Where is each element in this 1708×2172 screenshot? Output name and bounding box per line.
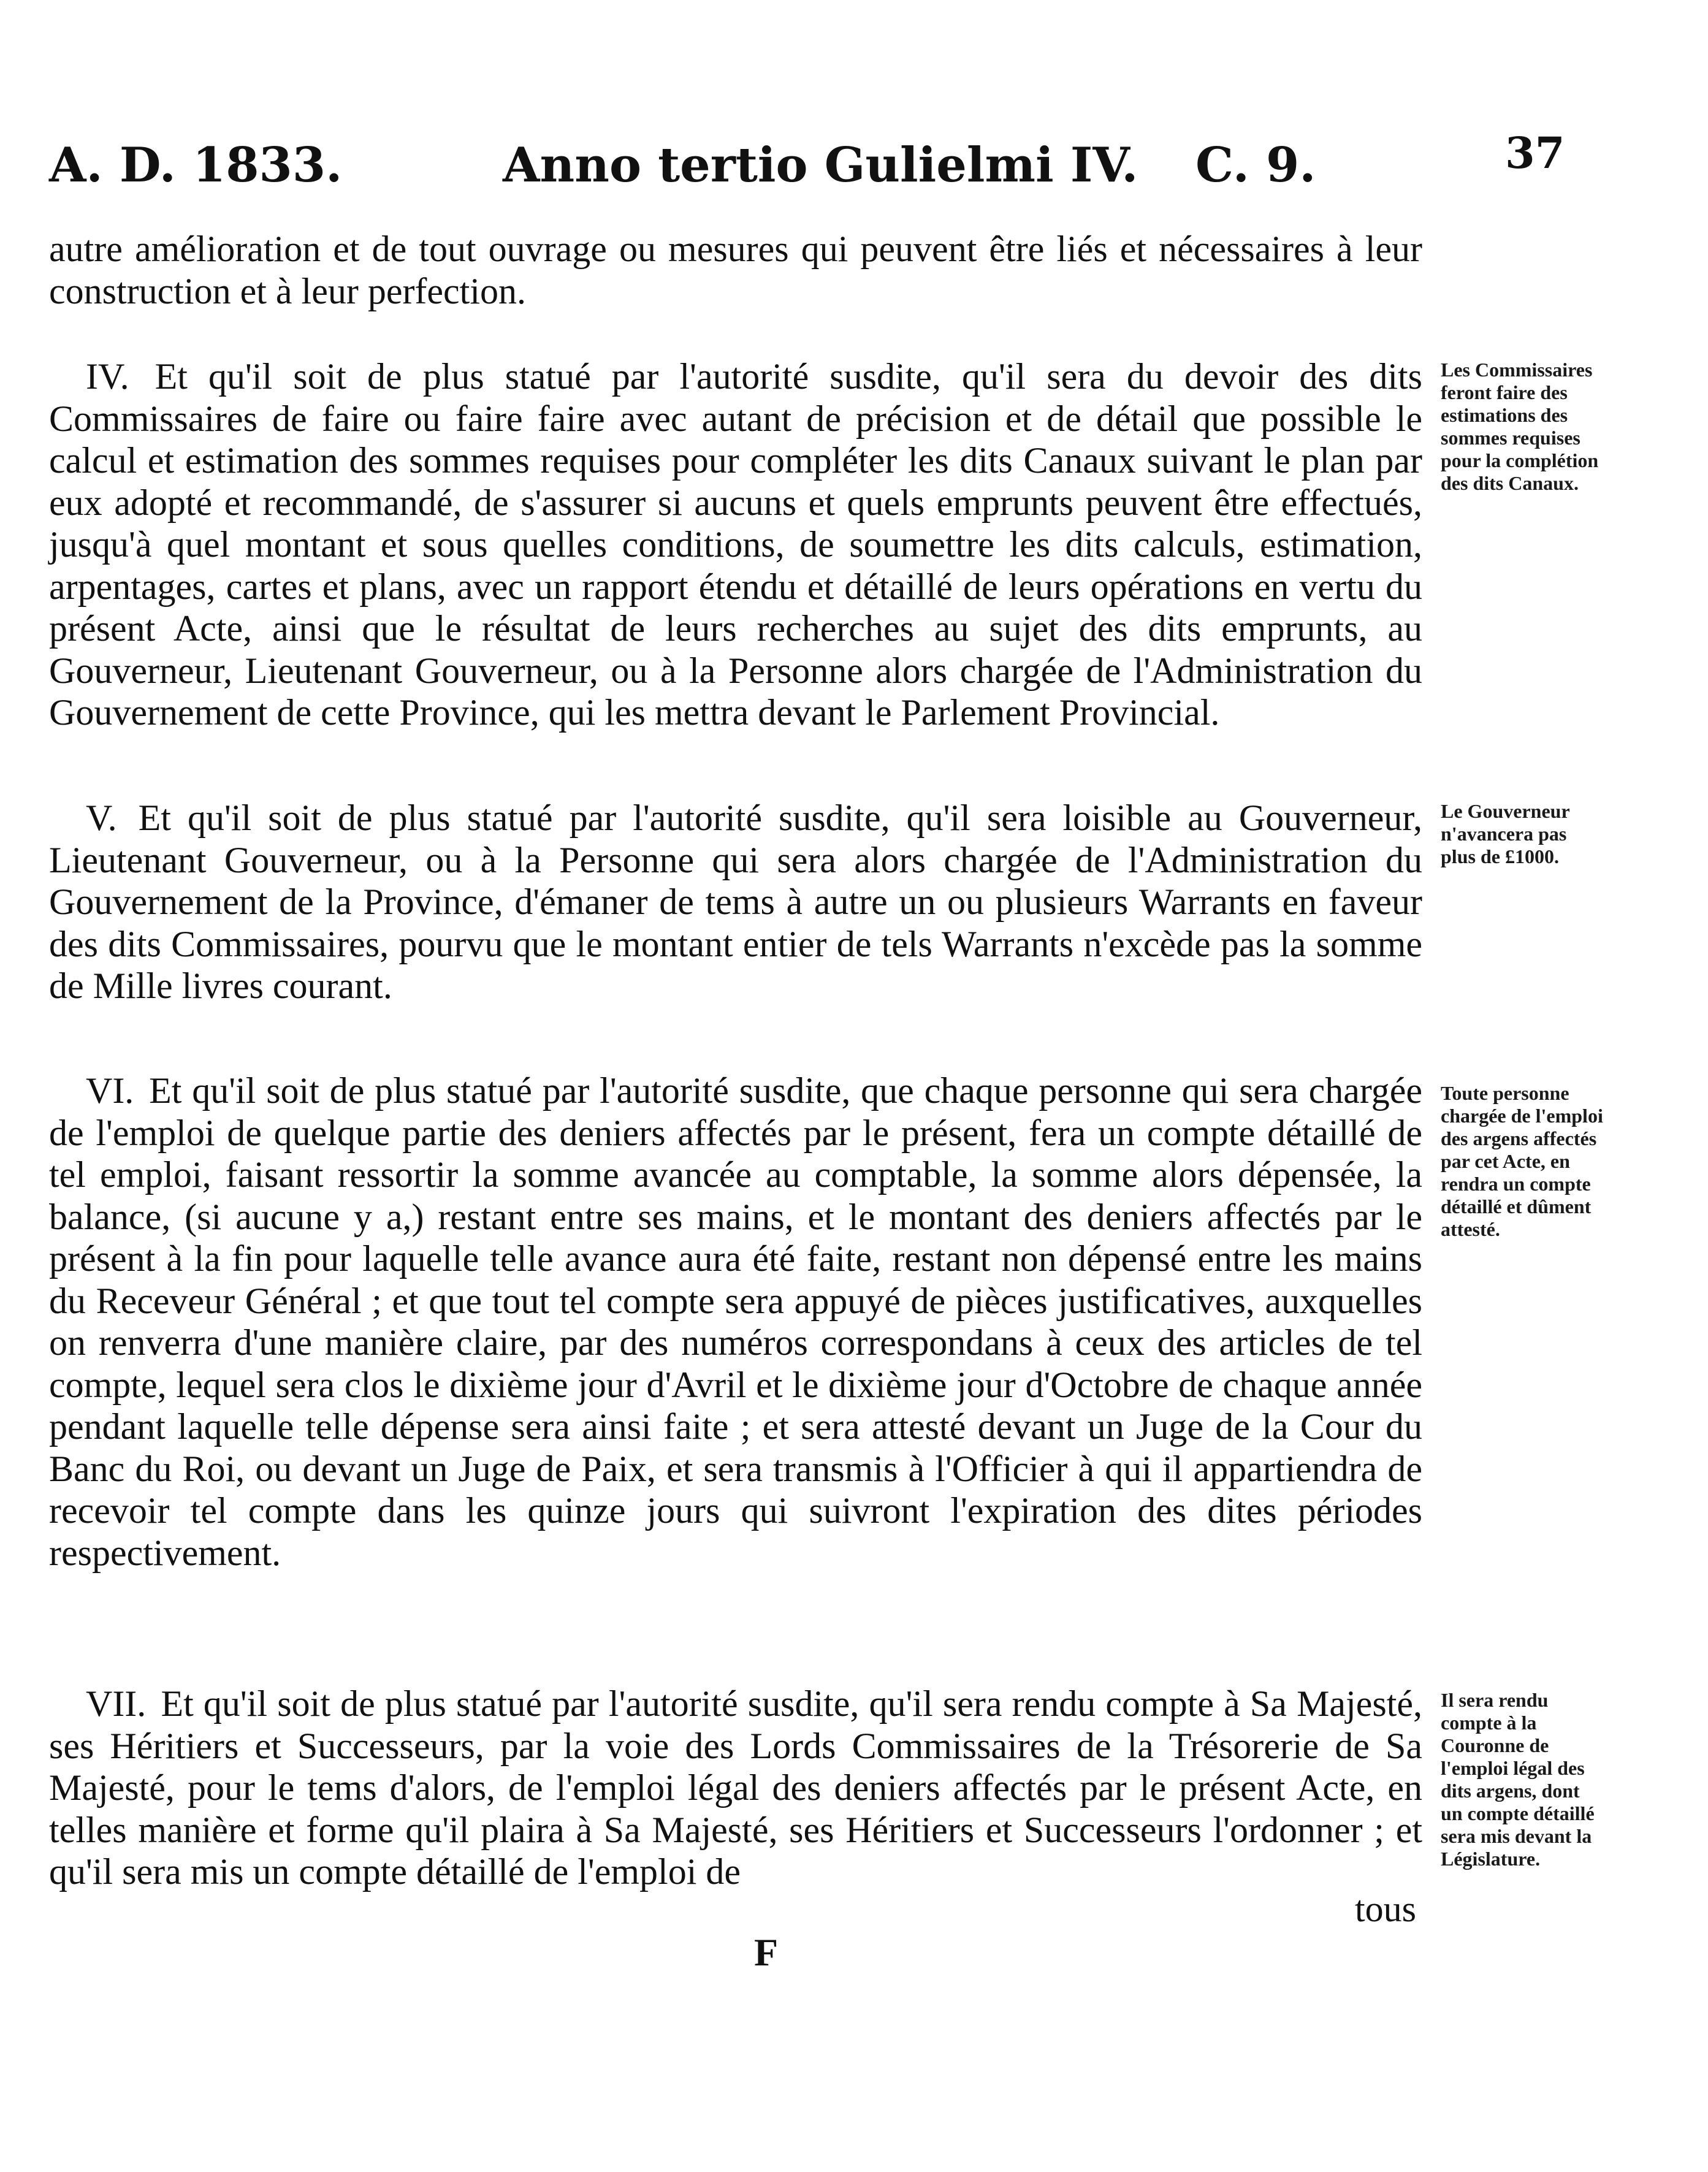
catchword: tous: [1355, 1889, 1417, 1929]
page-number: 37: [1505, 128, 1565, 178]
continuation-paragraph: [49, 228, 1422, 312]
section-iv: [49, 356, 1422, 734]
margin-note-v: Le Gouverneur n'avancera pas plus de £1000.: [1441, 800, 1570, 867]
section-text: Et qu'il soit de plus statué par l'autorité susdite, que chaque personne qui sera chargée de l'emploi de quelque partie des deniers affectés par le présent, fera un compte détaillé de tel emploi, faisant ressortir la somme avancée au comptable, la somme alors dépensée, la balance, (si aucune y a,) restant entre ses mains, et le montant des deniers affectés par le présent à la fin pour laquelle telle avance aura été faite, restant non dépensé entre les mains du Receveur Général ; et que tout tel compte sera appuyé de pièces justificatives, auxquelles on renverra d'une manière claire, par des numéros correspondans à ceux des articles de tel compte, lequel sera clos le dixième jour d'Avril et le dixième jour d'Octobre de chaque année pendant laquelle telle dépense sera ainsi faite ; et sera attesté devant un Juge de la Cour du Banc du Roi, ou devant un Juge de Paix, et sera transmis à l'Officier à qui il appartiendra de recevoir tel compte dans les quinze jours qui suivront l'expiration des dites périodes respectivement.: [49, 1070, 1422, 1573]
section-number: VI.: [86, 1070, 134, 1111]
section-v: [49, 797, 1422, 1007]
header-title: Anno tertio Gulielmi IV.: [503, 137, 1138, 193]
header-year: A. D. 1833.: [49, 137, 343, 193]
margin-note-iv: Les Commissaires feront faire des estimations des sommes requises pour la complétion des dits Canaux.: [1441, 359, 1599, 494]
section-text: Et qu'il soit de plus statué par l'autorité susdite, qu'il sera du devoir des dits Commissaires de faire ou faire faire avec autant de précision et de détail que possible le calcul et estimation des sommes requises pour compléter les dits Canaux suivant le plan par eux adopté et recommandé, de s'assurer si aucuns et quels emprunts peuvent être effectués, jusqu'à quel montant et sous quelles conditions, de soumettre les dits calculs, estimation, arpentages, cartes et plans, avec un rapport étendu et détaillé de leurs opérations en vertu du présent Acte, ainsi que le résultat de leurs recherches au sujet des dits emprunts, au Gouverneur, Lieutenant Gouverneur, ou à la Personne alors chargée de l'Administration du Gouvernement de cette Province, qui les mettra devant le Parlement Provincial.: [49, 356, 1423, 733]
running-header: [49, 128, 1594, 199]
section-vii: [49, 1683, 1422, 1893]
section-number: IV.: [86, 356, 129, 397]
margin-note-vii: Il sera rendu compte à la Couronne de l'emploi légal des dits argens, dont un compte détaillé sera mis devant la Législature.: [1441, 1689, 1595, 1870]
signature-mark: F: [754, 1930, 779, 1974]
header-chapter: C. 9.: [1195, 137, 1316, 193]
section-text: Et qu'il soit de plus statué par l'autorité susdite, qu'il sera rendu compte à Sa Majesté, ses Héritiers et Successeurs, par la voie des Lords Commissaires de la Trésorerie de Sa Majesté, pour le tems d'alors, de l'emploi légal des deniers affectés par le présent Acte, en telles manière et forme qu'il plaira à Sa Majesté, ses Héritiers et Successeurs l'ordonner ; et qu'il sera mis un compte détaillé de l'emploi de: [49, 1683, 1423, 1892]
margin-note-vi: Toute personne chargée de l'emploi des argens affectés par cet Acte, en rendra un compte détaillé et dûment attesté.: [1441, 1082, 1603, 1240]
section-text: Et qu'il soit de plus statué par l'autorité susdite, qu'il sera loisible au Gouverneur, Lieutenant Gouverneur, ou à la Personne qui sera alors chargée de l'Administration du Gouvernement de la Province, d'émaner de tems à autre un ou plusieurs Warrants en faveur des dits Commissaires, pourvu que le montant entier de tels Warrants n'excède pas la somme de Mille livres courant.: [49, 798, 1422, 1006]
continuation-text: autre amélioration et de tout ouvrage ou mesures qui peuvent être liés et nécessaires à leur construction et à leur perfection.: [49, 229, 1422, 311]
section-vi: [49, 1070, 1422, 1574]
section-number: VII.: [86, 1683, 147, 1724]
section-number: V.: [86, 798, 117, 838]
